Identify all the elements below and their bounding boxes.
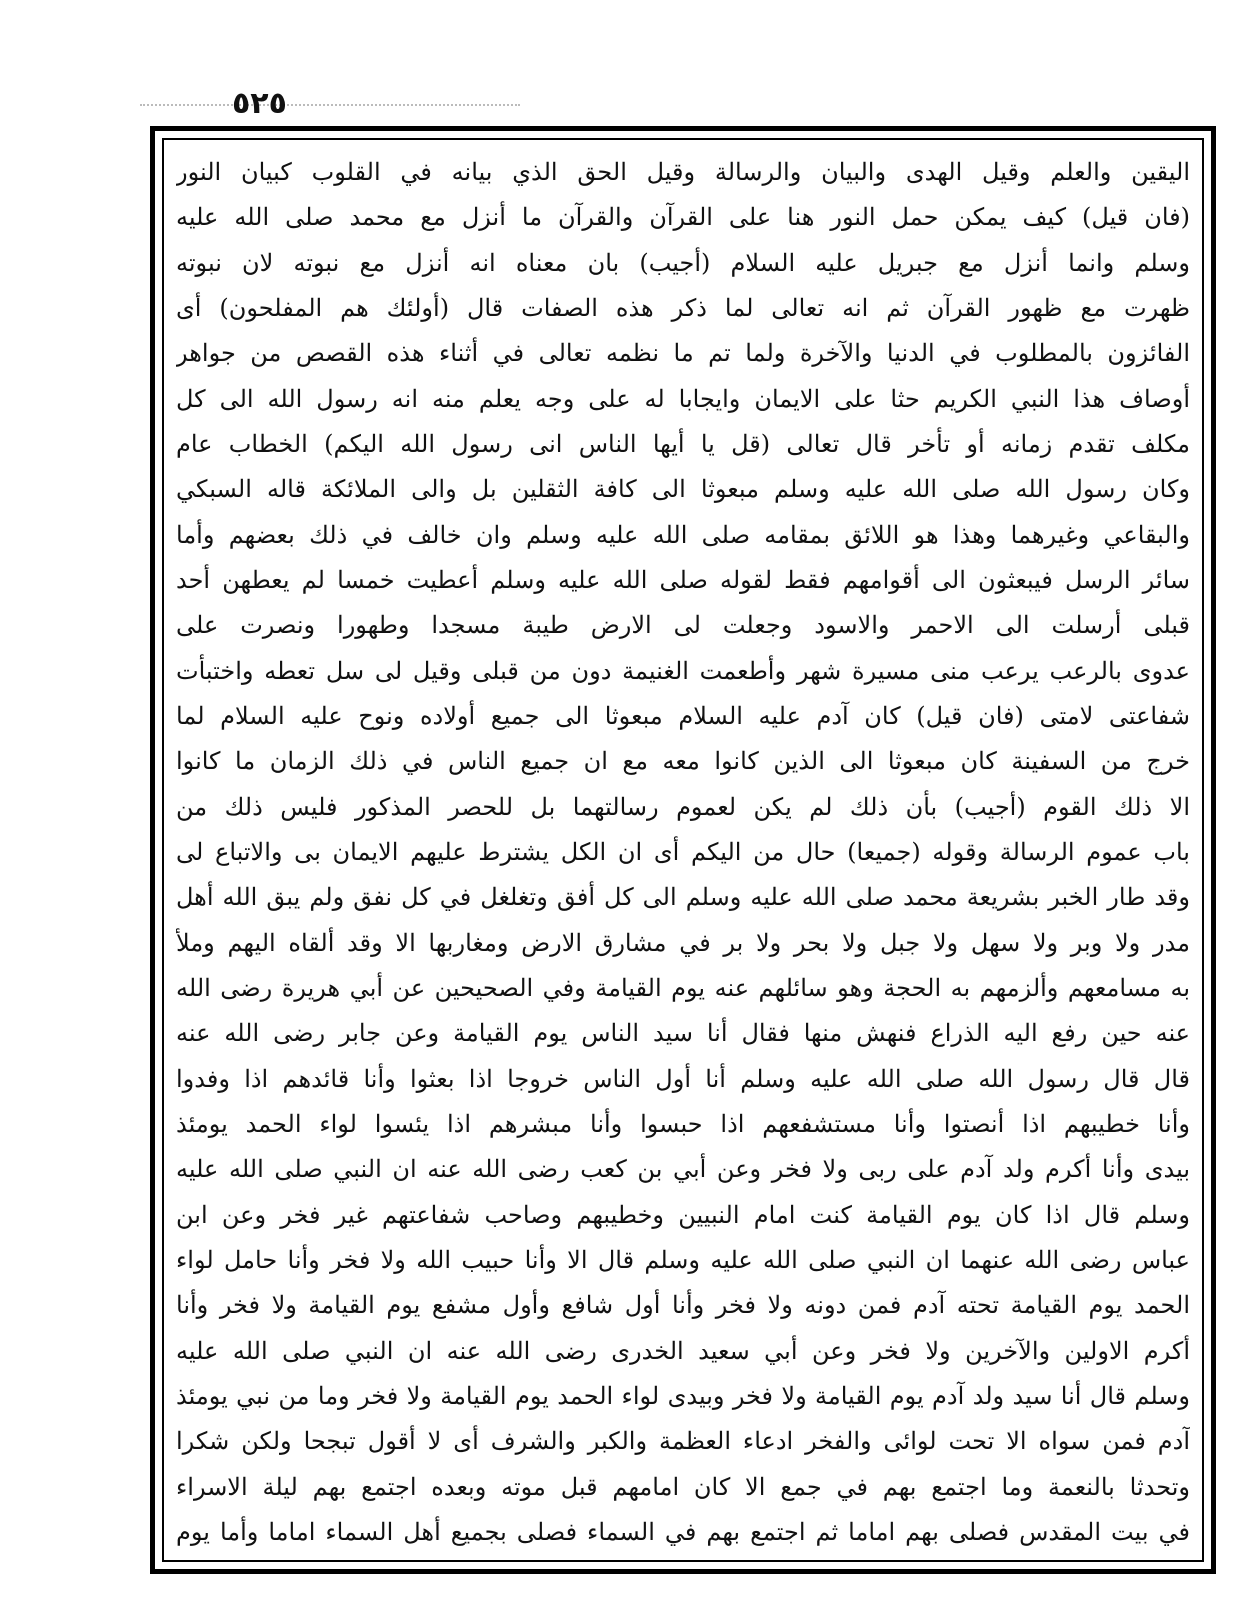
- text-line: أكرم الاولين والآخرين ولا فخر وعن أبي سعيد الخدرى رضى الله عنه ان النبي صلى الله عليه: [176, 1336, 1190, 1365]
- page-number: ٥٢٥: [232, 86, 287, 121]
- text-line: خرج من السفينة كان مبعوثا الى الذين كانوا معه مع ان جميع الناس في ذلك الزمان ما كانوا: [176, 747, 1190, 776]
- text-line: بيدى وأنا أكرم ولد آدم على ربى ولا فخر وعن أبي بن كعب رضى الله عنه ان النبي صلى الله عليه: [176, 1155, 1190, 1184]
- text-line: مكلف تقدم زمانه أو تأخر قال تعالى (قل يا أيها الناس انى رسول الله اليكم) الخطاب عام: [176, 429, 1190, 458]
- text-line: (فان قيل) كيف يمكن حمل النور هنا على القرآن والقرآن ما أنزل مع محمد صلى الله عليه: [176, 203, 1190, 232]
- text-line: عنه حين رفع اليه الذراع فنهش منها فقال أنا سيد الناس يوم القيامة وعن جابر رضى الله عنه: [176, 1019, 1190, 1048]
- text-line: شفاعتى لامتى (فان قيل) كان آدم عليه السلام مبعوثا الى جميع أولاده ونوح عليه السلام لما: [176, 701, 1190, 730]
- page-border-outer: [150, 126, 1216, 1574]
- text-line: وسلم قال أنا سيد ولد آدم يوم القيامة ولا فخر وبيدى لواء الحمد يوم القيامة ولا فخر وما من نبي يومئذ: [176, 1381, 1190, 1410]
- text-line: سائر الرسل فيبعثون الى أقوامهم فقط لقوله صلى الله عليه وسلم أعطيت خمسا لم يعطهن أحد: [176, 565, 1190, 594]
- text-line: الفائزون بالمطلوب في الدنيا والآخرة ولما تم ما نظمه تعالى في أثناء هذه القصص من جواهر: [176, 339, 1190, 368]
- text-line: ظهرت مع ظهور القرآن ثم انه تعالى لما ذكر هذه الصفات قال (أولئك هم المفلحون) أى: [176, 293, 1190, 322]
- text-line: وأنا خطيبهم اذا أنصتوا وأنا مستشفعهم اذا حبسوا وأنا مبشرهم اذا يئسوا لواء الحمد يومئذ: [176, 1109, 1190, 1138]
- text-line: عباس رضى الله عنهما ان النبي صلى الله عليه وسلم قال الا وأنا حبيب الله ولا فخر وأنا حامل لواء: [176, 1245, 1190, 1274]
- text-line: قبلى أرسلت الى الاحمر والاسود وجعلت لى الارض طيبة مسجدا وطهورا ونصرت على: [176, 611, 1190, 640]
- text-line: وكان رسول الله صلى الله عليه وسلم مبعوثا الى كافة الثقلين بل والى الملائكة قاله السبكي: [176, 475, 1190, 504]
- text-line: عدوى بالرعب يرعب منى مسيرة شهر وأطعمت الغنيمة دون من قبلى وقيل لى سل تعطه واختبأت: [176, 656, 1190, 685]
- text-line: وقد طار الخبر بشريعة محمد صلى الله عليه وسلم الى كل أفق وتغلغل في كل نفق ولم يبق الله أهل: [176, 883, 1190, 912]
- text-line: وسلم وانما أنزل مع جبريل عليه السلام (أجيب) بان معناه انه أنزل مع نبوته لان نبوته: [176, 248, 1190, 277]
- scan-edge-marks: [140, 104, 520, 108]
- text-line: الحمد يوم القيامة تحته آدم فمن دونه ولا فخر وأنا أول شافع وأول مشفع يوم القيامة ولا فخر وأنا: [176, 1291, 1190, 1320]
- text-line: باب عموم الرسالة وقوله (جميعا) حال من اليكم أى ان الكل يشترط عليهم الايمان بى والاتباع لى: [176, 837, 1190, 866]
- text-line: أوصاف هذا النبي الكريم حثا على الايمان وايجابا له على وجه يعلم منه انه رسول الله الى كل: [176, 384, 1190, 413]
- text-line: قال قال رسول الله صلى الله عليه وسلم أنا أول الناس خروجا اذا بعثوا وأنا قائدهم اذا وفدوا: [176, 1064, 1190, 1093]
- text-line: والبقاعي وغيرهما وهذا هو اللائق بمقامه صلى الله عليه وسلم وان خالف في ذلك بعضهم وأما: [176, 520, 1190, 549]
- body-text: [176, 154, 1190, 1550]
- text-line: وسلم قال اذا كان يوم القيامة كنت امام النبيين وخطيبهم وصاحب شفاعتهم غير فخر وعن ابن: [176, 1200, 1190, 1229]
- text-line: به مسامعهم وألزمهم به الحجة وهو سائلهم عنه يوم القيامة وفي الصحيحين عن أبي هريرة رضى الله: [176, 973, 1190, 1002]
- text-line: في بيت المقدس فصلى بهم اماما ثم اجتمع بهم في السماء فصلى بجميع أهل السماء اماما وأما يوم: [176, 1517, 1190, 1546]
- text-line: آدم فمن سواه الا تحت لوائى والفخر ادعاء العظمة والكبر والشرف أى لا أقول تبجحا ولكن شكرا: [176, 1427, 1190, 1456]
- text-line: اليقين والعلم وقيل الهدى والبيان والرسالة وقيل الحق الذي بيانه في القلوب كبيان النور: [176, 158, 1190, 186]
- text-line: وتحدثا بالنعمة وما اجتمع بهم في جمع الا كان امامهم قبل موته وبعده اجتمع بهم ليلة الاسراء: [176, 1472, 1190, 1501]
- text-line: مدر ولا وبر ولا سهل ولا جبل ولا بحر ولا بر في مشارق الارض ومغاربها الا وقد ألقاه اليهم وملأ: [176, 928, 1190, 957]
- page-border-inner: [162, 138, 1204, 1562]
- text-line: الا ذلك القوم (أجيب) بأن ذلك لم يكن لعموم رسالتهما بل للحصر المذكور فليس ذلك من: [176, 792, 1190, 821]
